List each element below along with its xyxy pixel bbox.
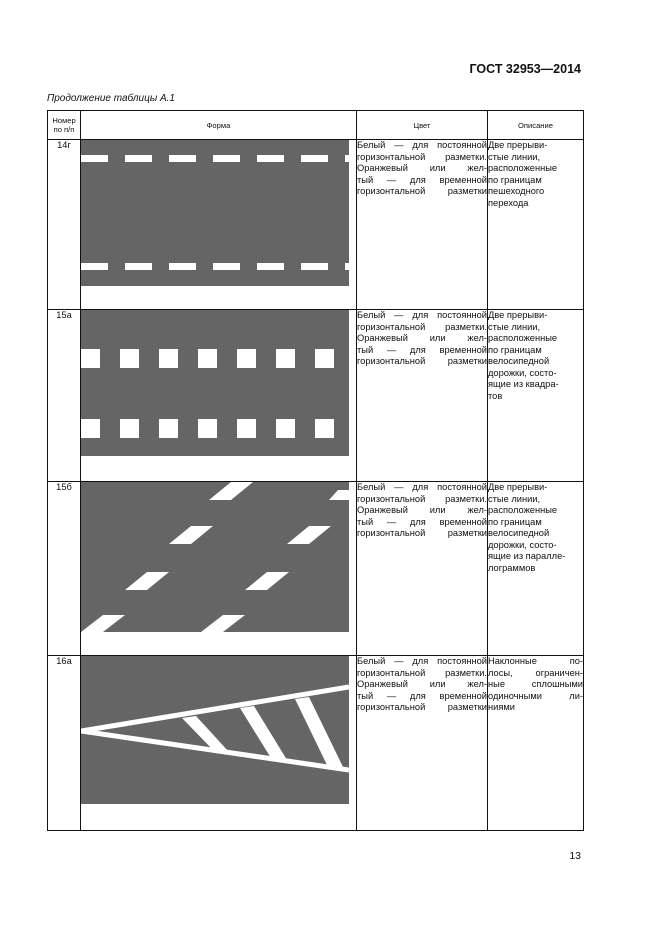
dash <box>81 263 108 270</box>
color-line: горизонтальной разметки. <box>357 667 487 678</box>
description-line: ниями <box>488 702 515 712</box>
description-line: Наклонные по- <box>488 656 583 666</box>
row-number: 14г <box>48 140 81 310</box>
dash <box>301 155 328 162</box>
dash <box>345 155 349 162</box>
dash <box>81 155 108 162</box>
table-row <box>48 482 584 656</box>
description-line: по границам <box>488 344 542 355</box>
column-header-color: Цвет <box>357 111 488 140</box>
dash <box>213 263 240 270</box>
dash <box>169 263 196 270</box>
description-line: лосы, ограничен- <box>488 667 583 678</box>
column-header-description: Описание <box>488 111 584 140</box>
description-line: велосипедной <box>488 528 550 538</box>
column-header-form: Форма <box>81 111 357 140</box>
description-line: расположенные <box>488 333 558 343</box>
color-line: Оранжевый или жел- <box>357 679 487 689</box>
square <box>315 419 334 438</box>
description-line: Две прерыви- <box>488 310 548 320</box>
description-cell <box>488 310 584 482</box>
description-line: Две прерыви- <box>488 482 548 492</box>
dash <box>345 263 349 270</box>
color-line: горизонтальной разметки. <box>357 151 487 162</box>
description-line: расположенные <box>488 505 558 515</box>
color-line: горизонтальной разметки. <box>357 321 487 332</box>
marking-form-cell <box>81 140 357 310</box>
column-header-number <box>48 111 81 140</box>
description-line: дорожки, состо- <box>488 367 557 378</box>
color-line: горизонтальной разметки <box>357 528 487 538</box>
description-line: тов <box>488 390 503 401</box>
color-line: тый — для временной <box>357 516 487 527</box>
marking-diagram-14g <box>81 140 349 286</box>
road-surface <box>81 656 349 804</box>
color-line: Оранжевый или жел- <box>357 505 487 515</box>
description-line: перехода <box>488 197 529 208</box>
description-line: стые линии, <box>488 493 541 504</box>
color-line: тый — для временной <box>357 174 487 185</box>
color-cell <box>357 310 488 482</box>
row-number: 15б <box>48 482 81 656</box>
square <box>120 419 139 438</box>
color-line: горизонтальной разметки. <box>357 493 487 504</box>
square <box>315 349 334 368</box>
marking-diagram-16a <box>81 656 349 804</box>
color-line: Белый — для постоянной <box>357 482 487 492</box>
square <box>237 419 256 438</box>
color-line: Белый — для постоянной <box>357 310 487 320</box>
description-line: ящие из квадра- <box>488 379 559 389</box>
description-line: ящие из паралле- <box>488 551 566 561</box>
column-header-number-line2: по п/п <box>53 125 75 134</box>
description-line: велосипедной <box>488 356 550 366</box>
row-number: 16а <box>48 656 81 831</box>
description-line: по границам <box>488 174 542 185</box>
square <box>81 419 100 438</box>
table-header-row <box>48 111 584 140</box>
square <box>159 349 178 368</box>
description-line: стые линии, <box>488 321 541 332</box>
description-line: Две прерыви- <box>488 140 548 150</box>
table-row <box>48 140 584 310</box>
row-number: 15а <box>48 310 81 482</box>
description-cell <box>488 656 584 831</box>
table-caption: Продолжение таблицы А.1 <box>47 93 175 104</box>
dash <box>125 155 152 162</box>
description-line: стые линии, <box>488 151 541 162</box>
description-cell <box>488 140 584 310</box>
standard-code: ГОСТ 32953—2014 <box>469 62 581 76</box>
color-cell <box>357 482 488 656</box>
table-row <box>48 656 584 831</box>
marking-diagram-15b <box>81 482 349 632</box>
marking-form-cell <box>81 482 357 656</box>
description-line: одиночными ли- <box>488 690 583 701</box>
color-cell <box>357 656 488 831</box>
square <box>276 419 295 438</box>
color-line: Белый — для постоянной <box>357 140 487 150</box>
marking-form-cell <box>81 656 357 831</box>
square <box>159 419 178 438</box>
square <box>198 349 217 368</box>
page-number: 13 <box>569 850 581 862</box>
description-line: расположенные <box>488 163 558 173</box>
color-line: Оранжевый или жел- <box>357 163 487 173</box>
dash <box>125 263 152 270</box>
color-line: горизонтальной разметки <box>357 186 487 196</box>
dash <box>169 155 196 162</box>
color-line: горизонтальной разметки <box>357 356 487 366</box>
marking-diagram-15a <box>81 310 349 456</box>
dash <box>213 155 240 162</box>
description-cell <box>488 482 584 656</box>
color-line: Белый — для постоянной <box>357 656 487 666</box>
marking-form-cell <box>81 310 357 482</box>
description-line: по границам <box>488 516 542 527</box>
color-cell <box>357 140 488 310</box>
color-line: тый — для временной <box>357 344 487 355</box>
square <box>81 349 100 368</box>
color-line: горизонтальной разметки <box>357 702 487 712</box>
description-line: ные сплошными <box>488 679 583 689</box>
dash <box>257 155 284 162</box>
description-line: лограммов <box>488 562 536 573</box>
square <box>120 349 139 368</box>
column-header-number-line1: Номер <box>52 116 76 125</box>
description-line: пешеходного <box>488 186 545 196</box>
description-line: дорожки, состо- <box>488 539 557 550</box>
color-line: тый — для временной <box>357 690 487 701</box>
dash <box>257 263 284 270</box>
square <box>276 349 295 368</box>
dash <box>301 263 328 270</box>
marking-table <box>47 110 584 831</box>
square <box>237 349 256 368</box>
color-line: Оранжевый или жел- <box>357 333 487 343</box>
road-surface <box>81 482 349 632</box>
square <box>198 419 217 438</box>
table-row <box>48 310 584 482</box>
